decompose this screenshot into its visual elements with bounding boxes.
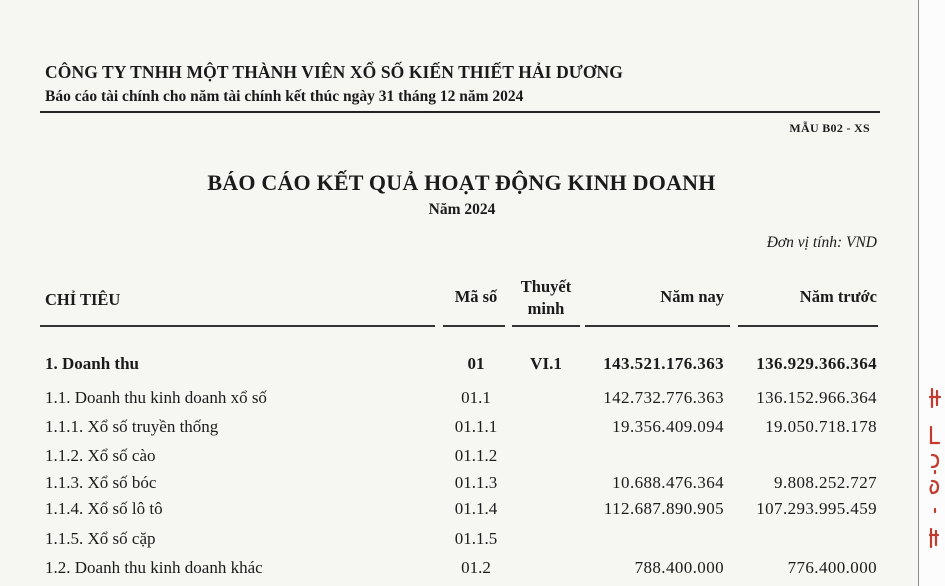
header-underline-current bbox=[585, 325, 730, 327]
column-header-note bbox=[506, 276, 586, 320]
header-divider bbox=[40, 111, 880, 113]
item-code: 01 bbox=[467, 354, 485, 373]
table-row bbox=[0, 387, 945, 409]
item-code: 01.1.2 bbox=[454, 446, 498, 465]
table-row bbox=[0, 472, 945, 494]
item-code: 01.1.1 bbox=[454, 417, 498, 436]
table-row bbox=[0, 353, 945, 375]
item-label: 1.2. Doanh thu kinh doanh khác bbox=[45, 558, 263, 577]
report-subtitle: Báo cáo tài chính cho năm tài chính kết thúc ngày 31 tháng 12 năm 2024 bbox=[45, 88, 524, 105]
current-year-value: 143.521.176.363 bbox=[603, 354, 724, 373]
previous-year-value: 9.808.252.727 bbox=[774, 473, 877, 492]
column-header-item: CHỈ TIÊU bbox=[45, 290, 121, 309]
item-label: 1.1.3. Xổ số bóc bbox=[45, 473, 157, 492]
header-underline-note bbox=[512, 325, 580, 327]
item-label: 1.1.5. Xổ số cặp bbox=[45, 529, 156, 548]
item-label: 1.1.4. Xổ số lô tô bbox=[45, 499, 163, 518]
table-row bbox=[0, 528, 945, 550]
table-row bbox=[0, 445, 945, 467]
item-code: 01.1.5 bbox=[454, 529, 498, 548]
item-code: 01.2 bbox=[461, 558, 491, 577]
column-header-previous-year: Năm trước bbox=[799, 287, 877, 306]
column-header-note-line1: Thuyết bbox=[520, 277, 572, 296]
current-year-value: 112.687.890.905 bbox=[603, 499, 724, 518]
previous-year-value: 136.929.366.364 bbox=[756, 354, 877, 373]
item-label: 1.1.1. Xổ số truyền thống bbox=[45, 417, 219, 436]
table-row bbox=[0, 557, 945, 579]
column-header-current-year: Năm nay bbox=[660, 287, 724, 306]
report-period: Năm 2024 bbox=[428, 201, 496, 218]
column-header-note-line2: minh bbox=[527, 299, 565, 318]
previous-year-value: 136.152.966.364 bbox=[756, 388, 877, 407]
table-row bbox=[0, 498, 945, 520]
table-row bbox=[0, 416, 945, 438]
previous-year-value: 776.400.000 bbox=[787, 558, 877, 577]
item-code: 01.1.3 bbox=[454, 473, 498, 492]
company-name: CÔNG TY TNHH MỘT THÀNH VIÊN XỔ SỐ KIẾN THIẾT HẢI DƯƠNG bbox=[45, 62, 623, 82]
previous-year-value: 19.050.718.178 bbox=[765, 417, 877, 436]
current-year-value: 10.688.476.364 bbox=[612, 473, 724, 492]
report-title: BÁO CÁO KẾT QUẢ HOẠT ĐỘNG KINH DOANH bbox=[207, 170, 716, 195]
item-note: VI.1 bbox=[530, 354, 562, 373]
column-header-code: Mã số bbox=[454, 287, 498, 306]
item-code: 01.1 bbox=[461, 388, 491, 407]
current-year-value: 788.400.000 bbox=[634, 558, 724, 577]
header-underline-item bbox=[40, 325, 435, 327]
form-code: MẪU B02 - XS bbox=[789, 121, 870, 135]
page-edge-line bbox=[918, 0, 919, 586]
header-underline-previous bbox=[738, 325, 878, 327]
stamp-fragment bbox=[926, 385, 944, 550]
previous-year-value: 107.293.995.459 bbox=[756, 499, 877, 518]
current-year-value: 142.732.776.363 bbox=[603, 388, 724, 407]
item-label: 1.1. Doanh thu kinh doanh xổ số bbox=[45, 388, 267, 407]
current-year-value: 19.356.409.094 bbox=[612, 417, 724, 436]
item-label: 1. Doanh thu bbox=[45, 354, 140, 373]
item-code: 01.1.4 bbox=[454, 499, 498, 518]
item-label: 1.1.2. Xổ số cào bbox=[45, 446, 156, 465]
header-underline-code bbox=[443, 325, 505, 327]
currency-unit: Đơn vị tính: VND bbox=[766, 234, 877, 251]
